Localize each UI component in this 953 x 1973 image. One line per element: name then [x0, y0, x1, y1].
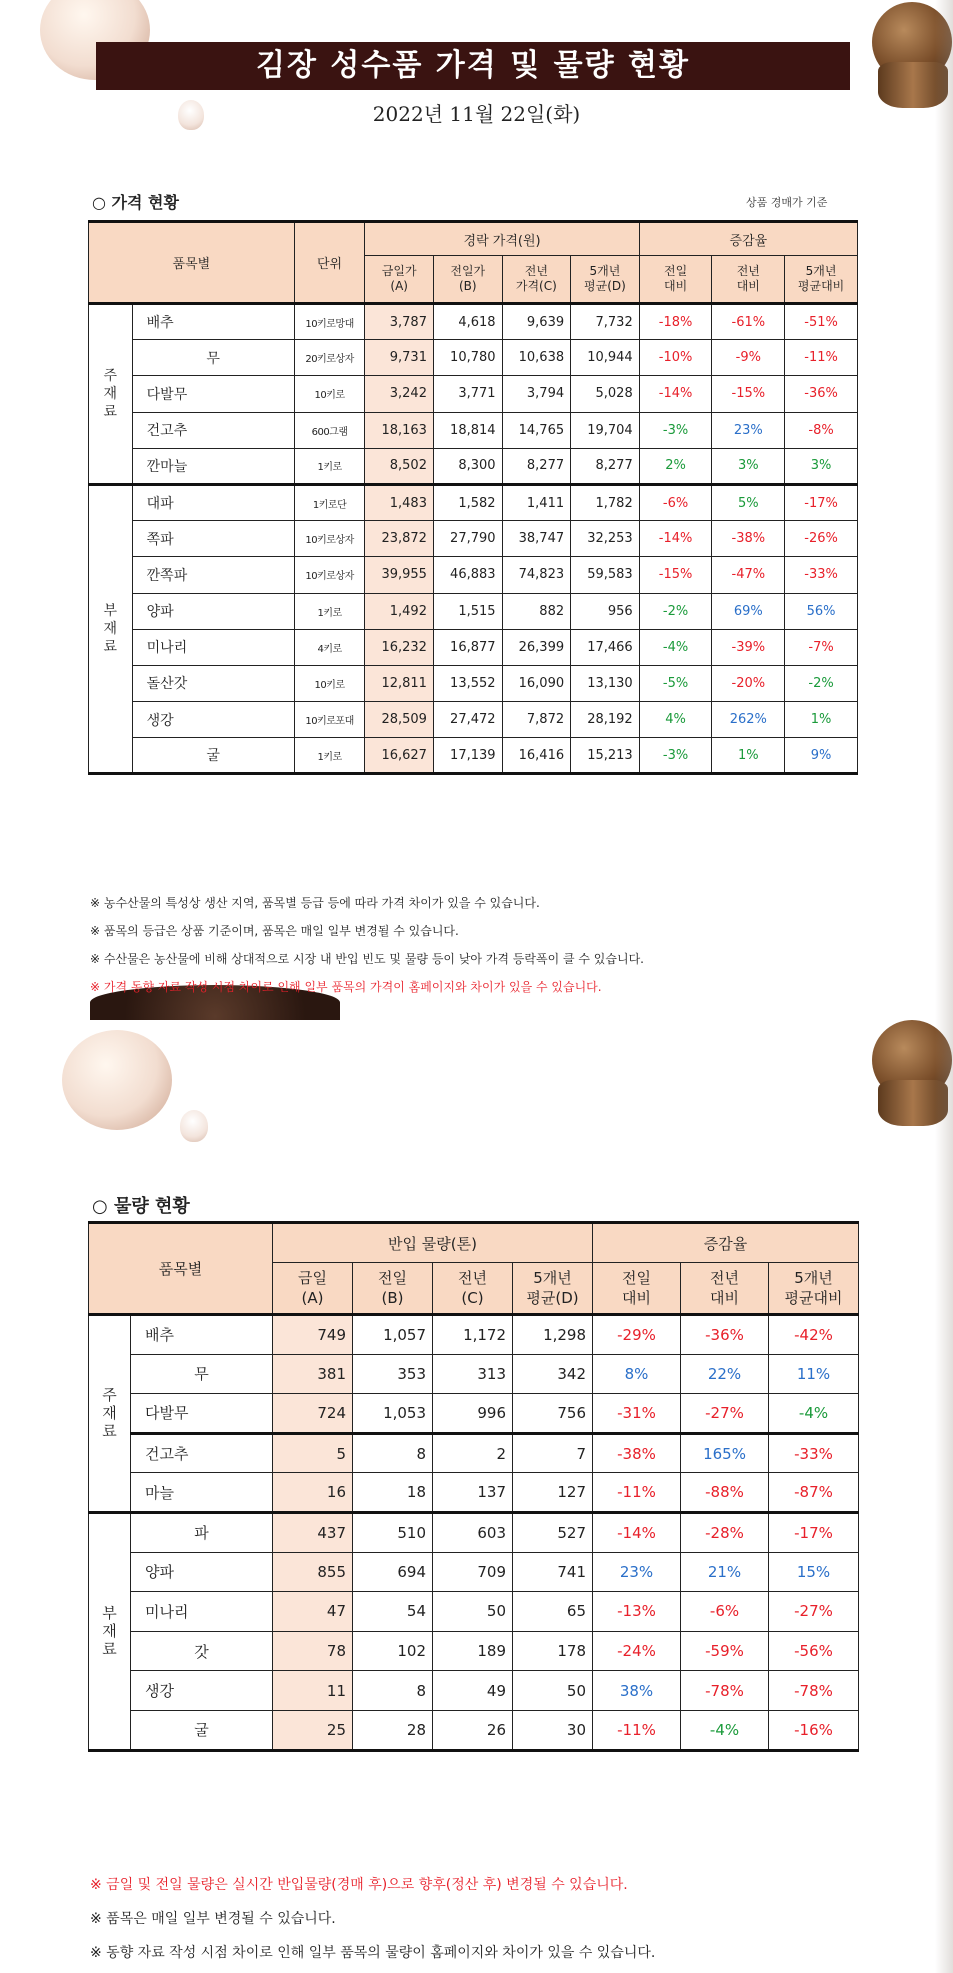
vs-avg5-rate: -51%	[785, 304, 858, 340]
table-row	[89, 1592, 859, 1632]
prev-day-value: 8	[353, 1671, 433, 1711]
last-year-value: 14,765	[502, 412, 571, 448]
vs-avg5-rate: -56%	[769, 1631, 859, 1671]
vs-avg5-rate: -17%	[769, 1512, 859, 1552]
header-vs-prev-day: 전일 대비	[593, 1263, 681, 1315]
vs-prev-day-rate: -18%	[639, 304, 712, 340]
table-row	[89, 629, 858, 665]
today-value: 12,811	[365, 665, 434, 701]
vs-last-year-rate: -61%	[712, 304, 785, 340]
prev-day-value: 46,883	[433, 557, 502, 593]
header-avg5: 5개년 평균(D)	[513, 1263, 593, 1315]
header-vs-last-year: 전년 대비	[681, 1263, 769, 1315]
vs-avg5-rate: 1%	[785, 702, 858, 738]
prev-day-value: 8	[353, 1433, 433, 1473]
last-year-value: 882	[502, 593, 571, 629]
footnote: ※ 금일 및 전일 물량은 실시간 반입물량(경매 후)으로 향후(정산 후) 변경될 수 있습니다.	[90, 1877, 628, 1893]
header-prev-day: 전일 (B)	[353, 1263, 433, 1315]
table-row	[89, 376, 858, 412]
group-label: 부 재 료	[89, 484, 133, 774]
item-name: 미나리	[131, 1592, 273, 1632]
prev-day-value: 18	[353, 1473, 433, 1513]
item-name: 다발무	[131, 1394, 273, 1434]
vs-last-year-rate: -47%	[712, 557, 785, 593]
group-label: 주 재 료	[89, 1315, 131, 1513]
item-name: 생강	[131, 1671, 273, 1711]
header-last-year: 전년 (C)	[433, 1263, 513, 1315]
report-date: 2022년 11월 22일(화)	[372, 102, 581, 126]
avg5-value: 65	[513, 1592, 593, 1632]
avg5-value: 7	[513, 1433, 593, 1473]
vs-last-year-rate: -28%	[681, 1512, 769, 1552]
last-year-value: 16,090	[502, 665, 571, 701]
vs-prev-day-rate: -31%	[593, 1394, 681, 1434]
item-name: 마늘	[131, 1473, 273, 1513]
volume-section-title: ○ 물량 현황	[92, 1196, 190, 1217]
item-name: 배추	[131, 1315, 273, 1355]
table-row	[89, 1552, 859, 1592]
avg5-value: 15,213	[571, 738, 640, 774]
avg5-value: 28,192	[571, 702, 640, 738]
last-year-value: 74,823	[502, 557, 571, 593]
table-row	[89, 557, 858, 593]
today-value: 1,483	[365, 484, 434, 520]
unit-cell: 600그램	[294, 412, 365, 448]
avg5-value: 5,028	[571, 376, 640, 412]
page-title: 김장 성수품 가격 및 물량 현황	[96, 42, 850, 90]
vs-avg5-rate: -26%	[785, 521, 858, 557]
table-row	[89, 340, 858, 376]
table-row	[89, 484, 858, 520]
prev-day-value: 17,139	[433, 738, 502, 774]
vs-avg5-rate: -7%	[785, 629, 858, 665]
vs-avg5-rate: -33%	[769, 1433, 859, 1473]
today-value: 16	[273, 1473, 353, 1513]
header-today: 금일 (A)	[273, 1263, 353, 1315]
vs-avg5-rate: -36%	[785, 376, 858, 412]
prev-day-value: 16,877	[433, 629, 502, 665]
last-year-value: 38,747	[502, 521, 571, 557]
vs-avg5-rate: -33%	[785, 557, 858, 593]
avg5-value: 10,944	[571, 340, 640, 376]
vs-avg5-rate: -11%	[785, 340, 858, 376]
vs-prev-day-rate: -3%	[639, 412, 712, 448]
vs-last-year-rate: -9%	[712, 340, 785, 376]
vs-prev-day-rate: -14%	[639, 521, 712, 557]
vs-avg5-rate: 11%	[769, 1354, 859, 1394]
unit-cell: 20키로상자	[294, 340, 365, 376]
header-today: 금일가 (A)	[365, 256, 434, 304]
vs-prev-day-rate: -24%	[593, 1631, 681, 1671]
footnote: ※ 동향 자료 작성 시점 차이로 인해 일부 품목의 물량이 홈페이지와 차이가 있을 수 있습니다.	[90, 1945, 656, 1961]
last-year-value: 10,638	[502, 340, 571, 376]
header-vs-avg5: 5개년 평균대비	[769, 1263, 859, 1315]
prev-day-value: 353	[353, 1354, 433, 1394]
unit-cell: 10키로망대	[294, 304, 365, 340]
item-name: 무	[131, 1354, 273, 1394]
vs-prev-day-rate: -2%	[639, 593, 712, 629]
avg5-value: 30	[513, 1710, 593, 1750]
last-year-value: 1,172	[433, 1315, 513, 1355]
item-name: 굴	[131, 1710, 273, 1750]
vs-avg5-rate: -4%	[769, 1394, 859, 1434]
last-year-value: 996	[433, 1394, 513, 1434]
vs-avg5-rate: -87%	[769, 1473, 859, 1513]
vs-last-year-rate: -88%	[681, 1473, 769, 1513]
table-row	[89, 1671, 859, 1711]
prev-day-value: 1,582	[433, 484, 502, 520]
vs-last-year-rate: -39%	[712, 629, 785, 665]
vs-avg5-rate: -2%	[785, 665, 858, 701]
avg5-value: 13,130	[571, 665, 640, 701]
avg5-value: 8,277	[571, 448, 640, 484]
vs-prev-day-rate: -29%	[593, 1315, 681, 1355]
unit-cell: 4키로	[294, 629, 365, 665]
item-name: 건고추	[132, 412, 294, 448]
prev-day-value: 3,771	[433, 376, 502, 412]
vs-prev-day-rate: -11%	[593, 1473, 681, 1513]
today-value: 8,502	[365, 448, 434, 484]
avg5-value: 32,253	[571, 521, 640, 557]
vs-prev-day-rate: -3%	[639, 738, 712, 774]
table-row	[89, 521, 858, 557]
vs-avg5-rate: -16%	[769, 1710, 859, 1750]
item-name: 미나리	[132, 629, 294, 665]
header-unit: 단위	[294, 222, 365, 304]
today-value: 749	[273, 1315, 353, 1355]
last-year-value: 16,416	[502, 738, 571, 774]
last-year-value: 189	[433, 1631, 513, 1671]
vs-last-year-rate: -78%	[681, 1671, 769, 1711]
avg5-value: 1,782	[571, 484, 640, 520]
vs-avg5-rate: -78%	[769, 1671, 859, 1711]
prev-day-value: 1,515	[433, 593, 502, 629]
vs-last-year-rate: -36%	[681, 1315, 769, 1355]
vs-last-year-rate: -4%	[681, 1710, 769, 1750]
item-name: 깐쪽파	[132, 557, 294, 593]
garlic-clove-decoration-middle	[180, 1110, 208, 1142]
last-year-value: 603	[433, 1512, 513, 1552]
prev-day-value: 27,472	[433, 702, 502, 738]
vs-prev-day-rate: -5%	[639, 665, 712, 701]
prev-day-value: 54	[353, 1592, 433, 1632]
today-value: 16,627	[365, 738, 434, 774]
today-value: 5	[273, 1433, 353, 1473]
today-value: 1,492	[365, 593, 434, 629]
item-name: 돌산갓	[132, 665, 294, 701]
header-vs-last-year: 전년 대비	[712, 256, 785, 304]
group-label: 주 재 료	[89, 304, 133, 485]
vs-prev-day-rate: -4%	[639, 629, 712, 665]
prev-day-value: 4,618	[433, 304, 502, 340]
item-name: 쪽파	[132, 521, 294, 557]
table-row	[89, 1631, 859, 1671]
prev-day-value: 1,053	[353, 1394, 433, 1434]
table-row	[89, 665, 858, 701]
vs-prev-day-rate: 4%	[639, 702, 712, 738]
vs-prev-day-rate: -38%	[593, 1433, 681, 1473]
prev-day-value: 27,790	[433, 521, 502, 557]
item-name: 깐마늘	[132, 448, 294, 484]
today-value: 855	[273, 1552, 353, 1592]
vs-avg5-rate: 3%	[785, 448, 858, 484]
vs-last-year-rate: -27%	[681, 1394, 769, 1434]
vs-last-year-rate: 165%	[681, 1433, 769, 1473]
table-row	[89, 304, 858, 340]
avg5-value: 1,298	[513, 1315, 593, 1355]
vs-prev-day-rate: -15%	[639, 557, 712, 593]
unit-cell: 1키로	[294, 738, 365, 774]
vs-prev-day-rate: -13%	[593, 1592, 681, 1632]
item-name: 다발무	[132, 376, 294, 412]
item-name: 건고추	[131, 1433, 273, 1473]
vs-last-year-rate: 5%	[712, 484, 785, 520]
header-change-group: 증감율	[639, 222, 857, 256]
header-avg5: 5개년 평균(D)	[571, 256, 640, 304]
unit-cell: 1키로	[294, 593, 365, 629]
avg5-value: 756	[513, 1394, 593, 1434]
item-name: 생강	[132, 702, 294, 738]
item-name: 파	[131, 1512, 273, 1552]
footnote: ※ 가격 동향 자료 작성 시점 차이로 인해 일부 품목의 가격이 홈페이지와 차이가 있을 수 있습니다.	[90, 980, 602, 994]
unit-cell: 1키로	[294, 448, 365, 484]
today-value: 18,163	[365, 412, 434, 448]
vs-last-year-rate: 1%	[712, 738, 785, 774]
table-row	[89, 448, 858, 484]
header-change-group: 증감율	[593, 1223, 859, 1263]
today-value: 724	[273, 1394, 353, 1434]
avg5-value: 19,704	[571, 412, 640, 448]
table-row	[89, 412, 858, 448]
last-year-value: 313	[433, 1354, 513, 1394]
prev-day-value: 18,814	[433, 412, 502, 448]
header-vs-prev-day: 전일 대비	[639, 256, 712, 304]
today-value: 3,787	[365, 304, 434, 340]
table-row	[89, 593, 858, 629]
unit-cell: 10키로상자	[294, 557, 365, 593]
vs-last-year-rate: 21%	[681, 1552, 769, 1592]
price-table	[88, 220, 858, 775]
volume-table	[88, 1221, 859, 1752]
item-name: 대파	[132, 484, 294, 520]
vs-avg5-rate: 9%	[785, 738, 858, 774]
table-row	[89, 1354, 859, 1394]
today-value: 78	[273, 1631, 353, 1671]
item-name: 갓	[131, 1631, 273, 1671]
item-name: 배추	[132, 304, 294, 340]
avg5-value: 741	[513, 1552, 593, 1592]
vs-last-year-rate: 262%	[712, 702, 785, 738]
last-year-value: 3,794	[502, 376, 571, 412]
vs-avg5-rate: -27%	[769, 1592, 859, 1632]
table-row	[89, 1710, 859, 1750]
vs-avg5-rate: 15%	[769, 1552, 859, 1592]
vs-avg5-rate: -42%	[769, 1315, 859, 1355]
vs-last-year-rate: 22%	[681, 1354, 769, 1394]
last-year-value: 26	[433, 1710, 513, 1750]
today-value: 39,955	[365, 557, 434, 593]
prev-day-value: 10,780	[433, 340, 502, 376]
header-price-group: 경락 가격(원)	[365, 222, 639, 256]
table-row	[89, 1394, 859, 1434]
prev-day-value: 8,300	[433, 448, 502, 484]
vs-last-year-rate: -20%	[712, 665, 785, 701]
unit-cell: 10키로	[294, 665, 365, 701]
vs-last-year-rate: 23%	[712, 412, 785, 448]
last-year-value: 50	[433, 1592, 513, 1632]
table-row	[89, 738, 858, 774]
footnote: ※ 품목의 등급은 상품 기준이며, 품목은 매일 일부 변경될 수 있습니다.	[90, 924, 459, 938]
vs-avg5-rate: -8%	[785, 412, 858, 448]
vs-avg5-rate: -17%	[785, 484, 858, 520]
vs-last-year-rate: -59%	[681, 1631, 769, 1671]
vs-prev-day-rate: 8%	[593, 1354, 681, 1394]
header-volume-group: 반입 물량(톤)	[273, 1223, 593, 1263]
vs-prev-day-rate: -10%	[639, 340, 712, 376]
vs-prev-day-rate: -11%	[593, 1710, 681, 1750]
today-value: 16,232	[365, 629, 434, 665]
header-prev-day: 전일가 (B)	[433, 256, 502, 304]
unit-cell: 10키로상자	[294, 521, 365, 557]
table-row	[89, 702, 858, 738]
today-value: 3,242	[365, 376, 434, 412]
price-basis-note: 상품 경매가 기준	[746, 196, 828, 209]
avg5-value: 342	[513, 1354, 593, 1394]
footnote: ※ 수산물은 농산물에 비해 상대적으로 시장 내 반입 빈도 및 물량 등이 낮아 가격 등락폭이 클 수 있습니다.	[90, 952, 644, 966]
last-year-value: 709	[433, 1552, 513, 1592]
avg5-value: 956	[571, 593, 640, 629]
vs-prev-day-rate: -6%	[639, 484, 712, 520]
avg5-value: 127	[513, 1473, 593, 1513]
prev-day-value: 28	[353, 1710, 433, 1750]
avg5-value: 178	[513, 1631, 593, 1671]
today-value: 47	[273, 1592, 353, 1632]
item-name: 굴	[132, 738, 294, 774]
today-value: 25	[273, 1710, 353, 1750]
vs-prev-day-rate: 2%	[639, 448, 712, 484]
last-year-value: 9,639	[502, 304, 571, 340]
last-year-value: 137	[433, 1473, 513, 1513]
last-year-value: 7,872	[502, 702, 571, 738]
last-year-value: 1,411	[502, 484, 571, 520]
header-last-year: 전년 가격(C)	[502, 256, 571, 304]
prev-day-value: 1,057	[353, 1315, 433, 1355]
prev-day-value: 510	[353, 1512, 433, 1552]
price-section-title: ○ 가격 현황	[92, 193, 179, 212]
avg5-value: 59,583	[571, 557, 640, 593]
avg5-value: 527	[513, 1512, 593, 1552]
vs-last-year-rate: -6%	[681, 1592, 769, 1632]
prev-day-value: 13,552	[433, 665, 502, 701]
header-vs-avg5: 5개년 평균대비	[785, 256, 858, 304]
vs-avg5-rate: 56%	[785, 593, 858, 629]
today-value: 28,509	[365, 702, 434, 738]
vs-prev-day-rate: -14%	[593, 1512, 681, 1552]
prev-day-value: 102	[353, 1631, 433, 1671]
vs-prev-day-rate: -14%	[639, 376, 712, 412]
vs-prev-day-rate: 23%	[593, 1552, 681, 1592]
vs-last-year-rate: 3%	[712, 448, 785, 484]
last-year-value: 49	[433, 1671, 513, 1711]
page-edge-shadow	[935, 0, 953, 1973]
header-item: 품목별	[89, 222, 295, 304]
header-item: 품목별	[89, 1223, 273, 1315]
item-name: 무	[132, 340, 294, 376]
vs-last-year-rate: -15%	[712, 376, 785, 412]
item-name: 양파	[132, 593, 294, 629]
item-name: 양파	[131, 1552, 273, 1592]
group-label: 부 재 료	[89, 1512, 131, 1750]
footnote: ※ 농수산물의 특성상 생산 지역, 품목별 등급 등에 따라 가격 차이가 있을 수 있습니다.	[90, 896, 540, 910]
today-value: 9,731	[365, 340, 434, 376]
unit-cell: 1키로단	[294, 484, 365, 520]
avg5-value: 17,466	[571, 629, 640, 665]
today-value: 437	[273, 1512, 353, 1552]
garlic-decoration-middle-left	[62, 1030, 172, 1130]
unit-cell: 10키로	[294, 376, 365, 412]
table-row	[89, 1433, 859, 1473]
vs-last-year-rate: -38%	[712, 521, 785, 557]
unit-cell: 10키로포대	[294, 702, 365, 738]
avg5-value: 50	[513, 1671, 593, 1711]
today-value: 23,872	[365, 521, 434, 557]
last-year-value: 2	[433, 1433, 513, 1473]
prev-day-value: 694	[353, 1552, 433, 1592]
footnote: ※ 품목은 매일 일부 변경될 수 있습니다.	[90, 1911, 336, 1927]
vs-prev-day-rate: 38%	[593, 1671, 681, 1711]
avg5-value: 7,732	[571, 304, 640, 340]
last-year-value: 26,399	[502, 629, 571, 665]
table-row	[89, 1315, 859, 1355]
table-row	[89, 1512, 859, 1552]
vs-last-year-rate: 69%	[712, 593, 785, 629]
table-row	[89, 1473, 859, 1513]
last-year-value: 8,277	[502, 448, 571, 484]
today-value: 381	[273, 1354, 353, 1394]
today-value: 11	[273, 1671, 353, 1711]
